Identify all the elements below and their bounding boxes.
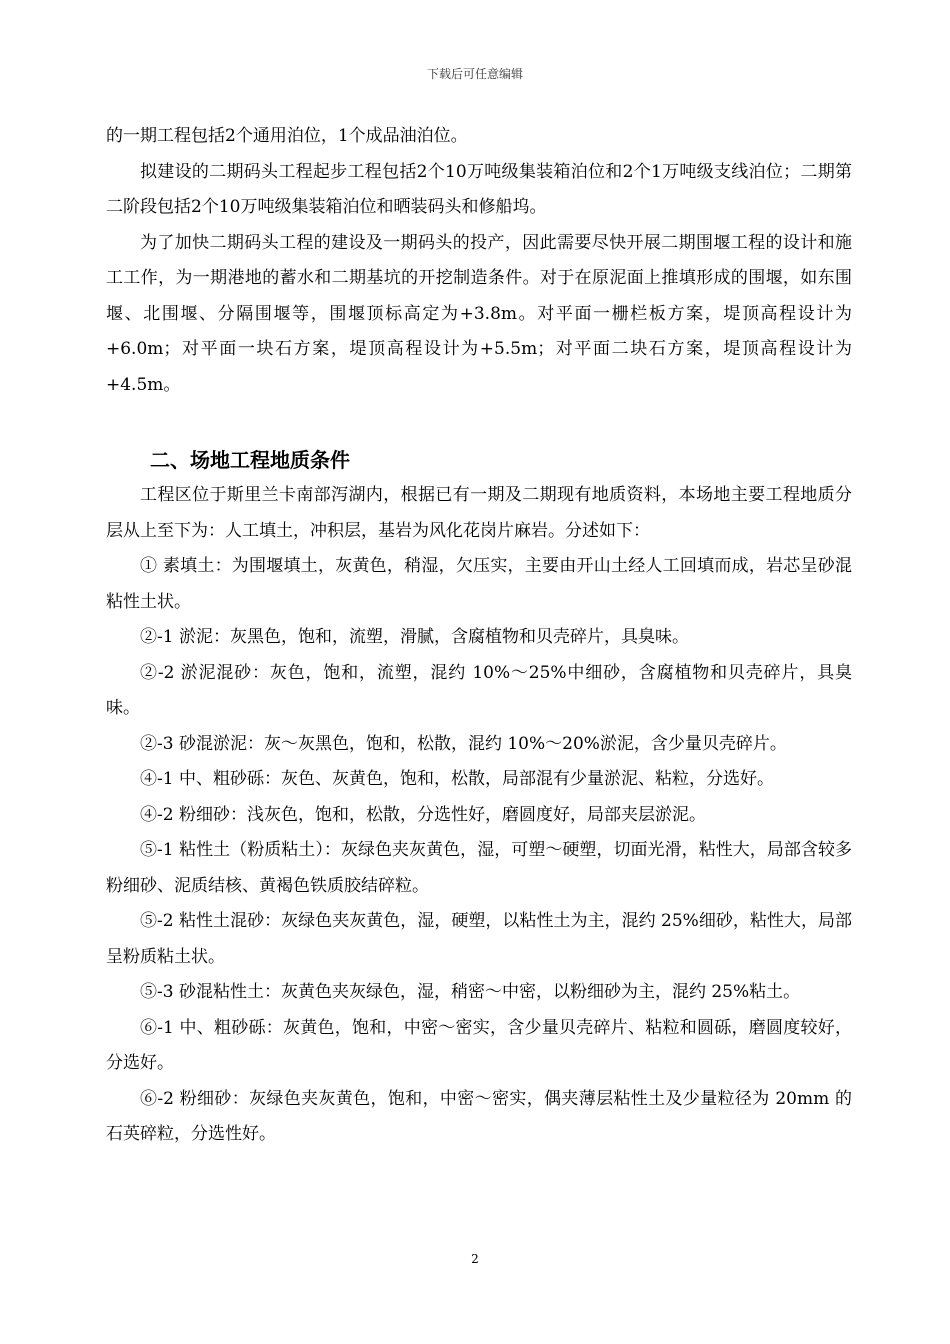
paragraph: ⑥-1 中、粗砂砾：灰黄色，饱和，中密～密实，含少量贝壳碎片、粘粒和圆砾，磨圆度较好，分选好。 [106, 1017, 852, 1073]
paragraph: 工程区位于斯里兰卡南部泻湖内，根据已有一期及二期现有地质资料，本场地主要工程地质分层从上至下为：人工填土，冲积层，基岩为风化花岗片麻岩。分述如下： [106, 485, 852, 541]
paragraph: ④-1 中、粗砂砾：灰色、灰黄色，饱和，松散，局部混有少量淤泥、粘粒，分选好。 [140, 769, 774, 789]
paragraph: ① 素填土：为围堰填土，灰黄色，稍湿，欠压实，主要由开山土经人工回填而成，岩芯呈砂混粘性土状。 [106, 556, 852, 612]
paragraph: ⑥-2 粉细砂：灰绿色夹灰黄色，饱和，中密～密实，偶夹薄层粘性土及少量粒径为 20mm 的石英碎粒，分选性好。 [106, 1088, 852, 1144]
page-number: 2 [471, 1252, 479, 1266]
paragraph: 拟建设的二期码头工程起步工程包括2个10万吨级集装箱泊位和2个1万吨级支线泊位；二期第二阶段包括2个10万吨级集装箱泊位和晒装码头和修船坞。 [106, 161, 852, 217]
paragraph: 的一期工程包括2个通用泊位，1个成品油泊位。 [106, 126, 468, 146]
page-header: 下载后可任意编辑 [426, 67, 523, 81]
paragraph: ⑤-3 砂混粘性土：灰黄色夹灰绿色，湿，稍密～中密，以粉细砂为主，混约 25%粘土。 [140, 982, 801, 1002]
paragraph: ⑤-2 粘性土混砂：灰绿色夹灰黄色，湿，硬塑，以粘性土为主，混约 25%细砂，粘性大，局部呈粉质粘土状。 [106, 911, 852, 967]
paragraph: ②-1 淤泥：灰黑色，饱和，流塑，滑腻，含腐植物和贝壳碎片，具臭味。 [140, 627, 689, 647]
paragraph: ②-3 砂混淤泥：灰～灰黑色，饱和，松散，混约 10%～20%淤泥，含少量贝壳碎片。 [140, 733, 787, 754]
paragraph: ⑤-1 粘性土（粉质粘土）：灰绿色夹灰黄色，湿，可塑～硬塑，切面光滑，粘性大，局部含较多粉细砂、泥质结核、黄褐色铁质胶结碎粒。 [106, 840, 852, 896]
paragraph: ④-2 粉细砂：浅灰色，饱和，松散，分选性好，磨圆度好，局部夹层淤泥。 [140, 804, 706, 825]
document-body [106, 119, 852, 1153]
paragraph: 为了加快二期码头工程的建设及一期码头的投产，因此需要尽快开展二期围堰工程的设计和施工工作，为一期港地的蓄水和二期基坑的开挖制造条件。对于在原泥面上推填形成的围堰，如东围堰、北围堰、分隔围堰等，围堰顶标高定为+3.8m。对平面一栅栏板方案，堤顶高程设计为+6.0m；对平面一块石方案，堤顶高程设计为+5.5m；对平面二块石方案，堤顶高程设计为+4.5m。 [106, 232, 852, 395]
paragraph: ②-2 淤泥混砂：灰色，饱和，流塑，混约 10%～25%中细砂，含腐植物和贝壳碎片，具臭味。 [106, 662, 852, 718]
section-spacer [106, 403, 852, 442]
section-heading: 二、场地工程地质条件 [150, 448, 350, 472]
